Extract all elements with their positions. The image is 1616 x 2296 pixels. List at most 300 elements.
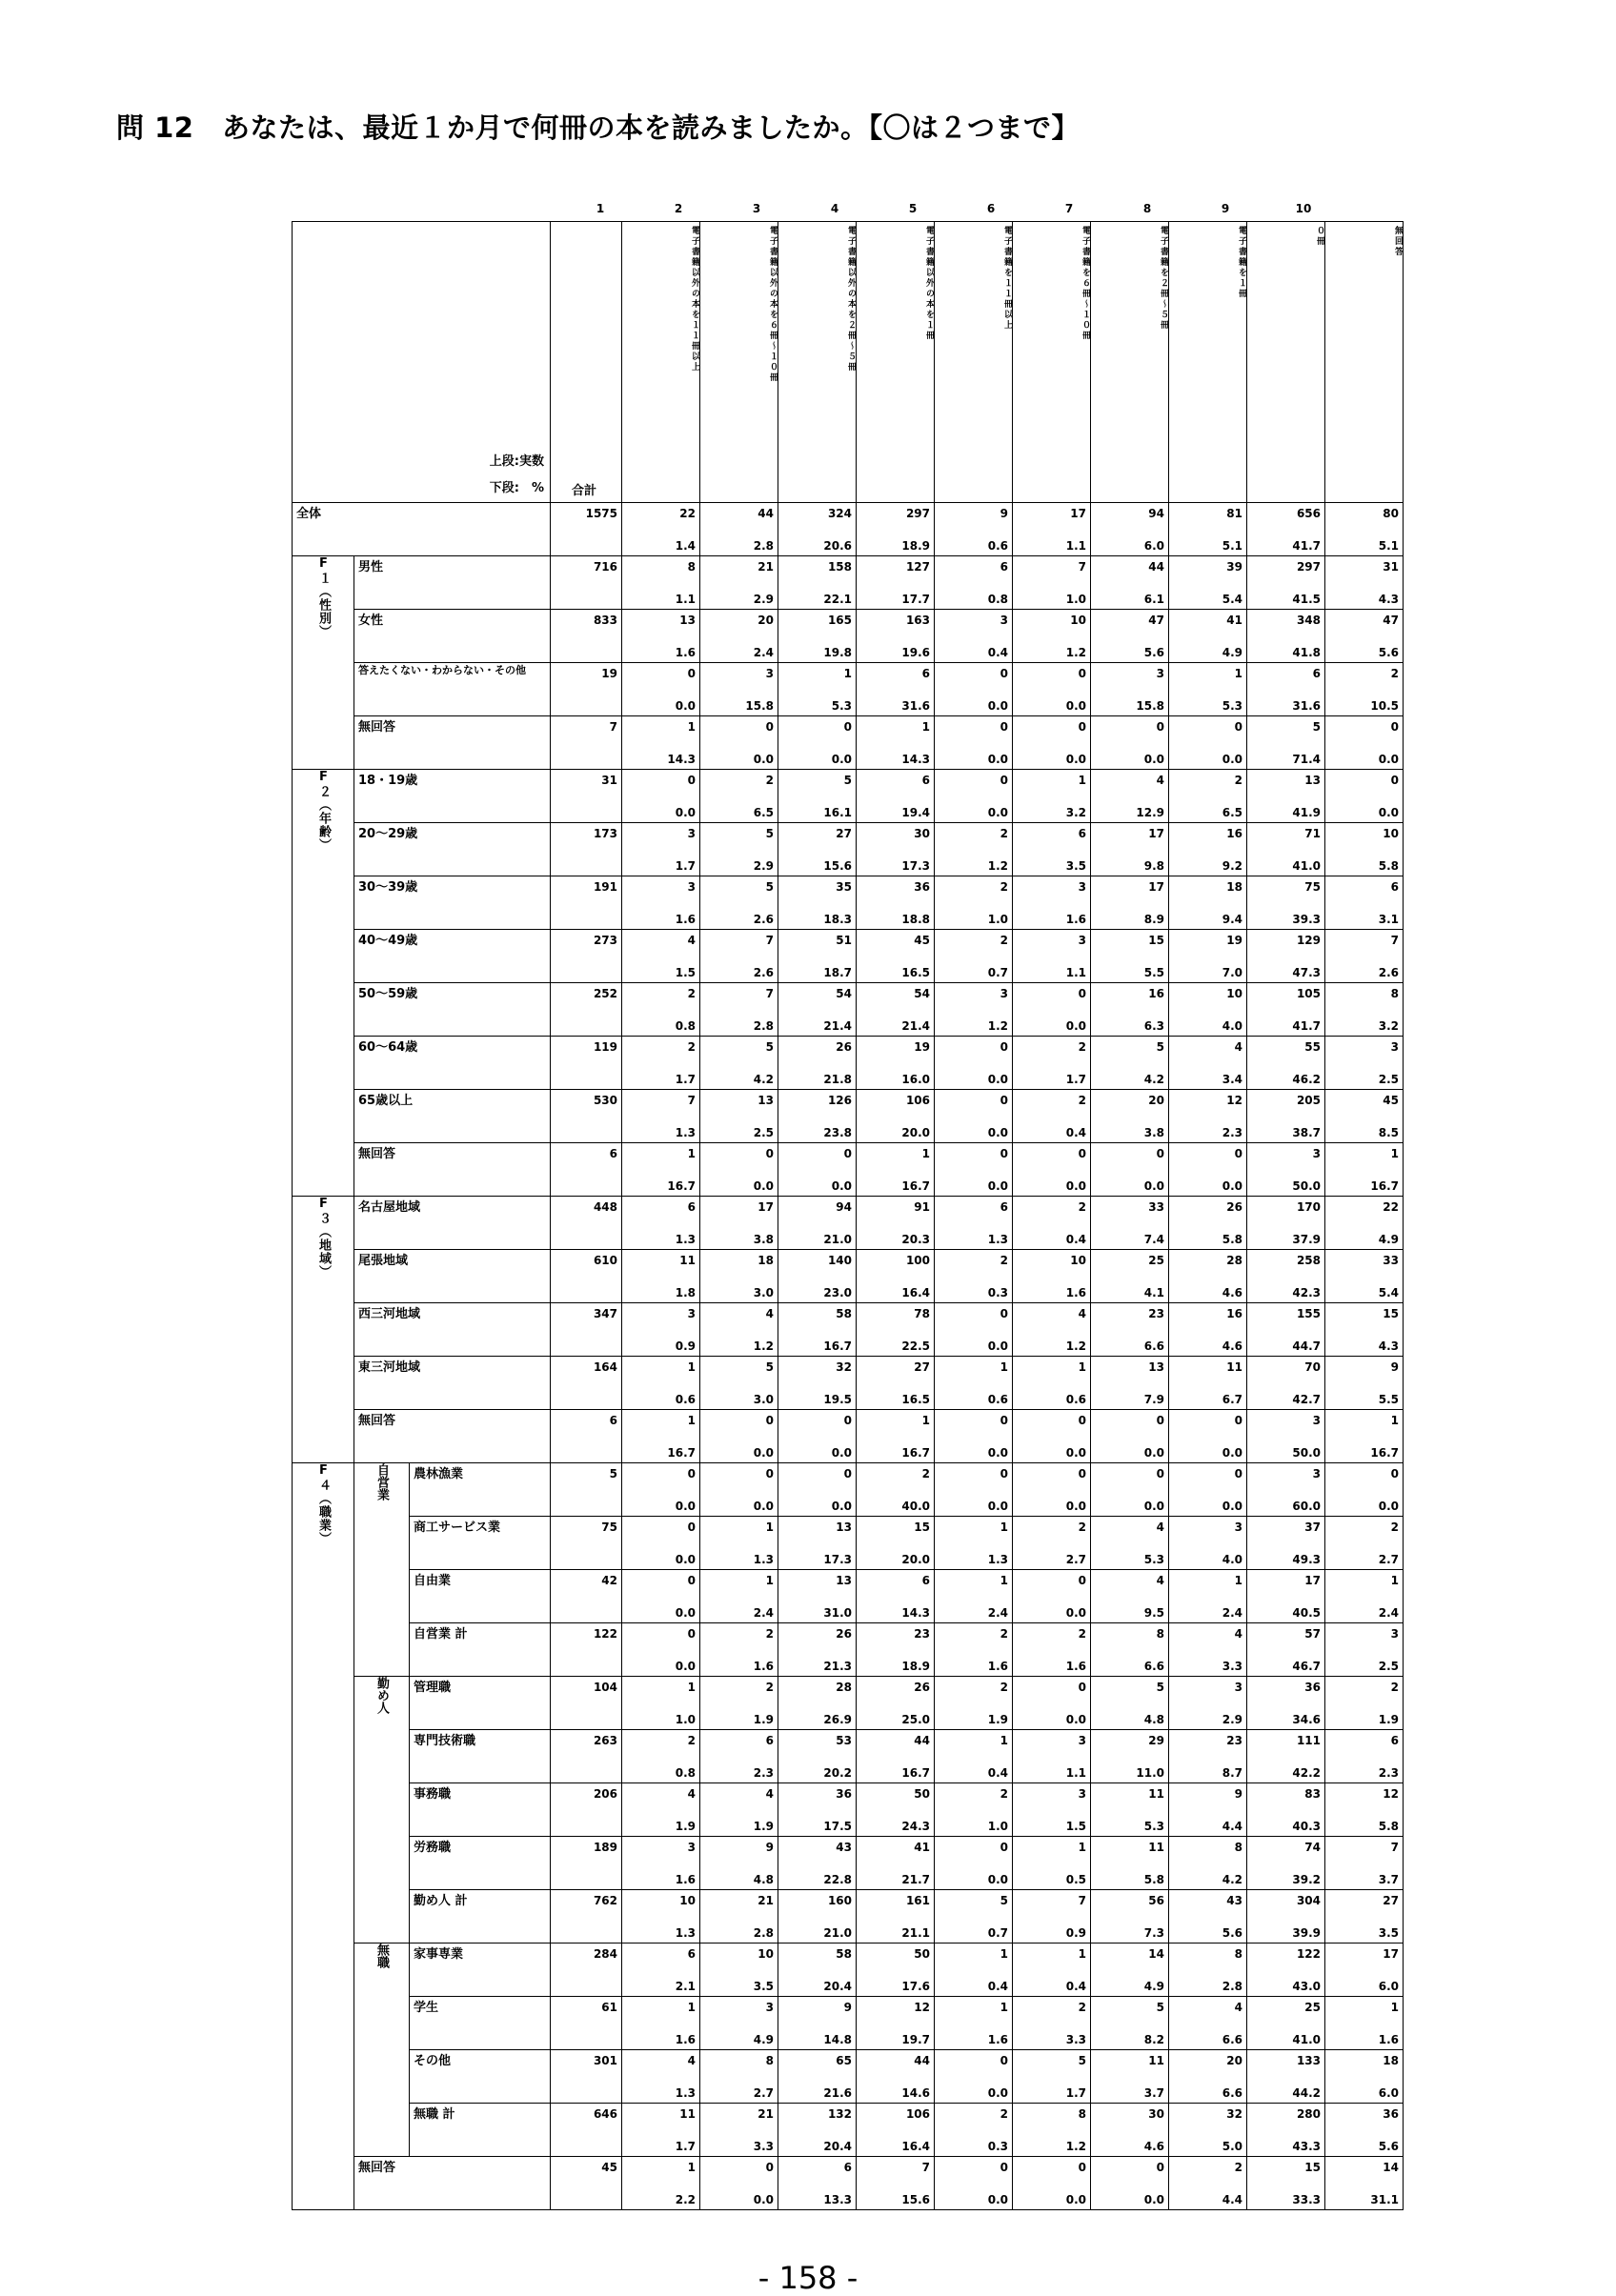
value-cell (1325, 610, 1404, 663)
percent-value: 3.4 (1222, 1073, 1242, 1086)
value-cell (1091, 503, 1169, 556)
value-cell (622, 1303, 700, 1357)
percent-value: 1.0 (1065, 593, 1086, 606)
count-value: 36 (836, 1787, 852, 1801)
value-cell (1169, 2157, 1247, 2210)
value-cell (1091, 1837, 1169, 1890)
table-row (293, 1677, 1404, 1730)
value-cell (700, 1783, 778, 1837)
percent-value: 2.2 (675, 2193, 696, 2206)
value-cell (857, 876, 935, 930)
value-cell (857, 1730, 935, 1783)
percent-value: 22.8 (823, 1873, 852, 1886)
count-value: 133 (1296, 2054, 1321, 2067)
percent-value: 46.7 (1292, 1660, 1321, 1673)
percent-value: 20.2 (823, 1766, 852, 1780)
count-value: 35 (836, 880, 852, 894)
percent-value: 1.9 (987, 1713, 1008, 1726)
percent-value: 5.3 (831, 699, 852, 713)
percent-value: 3.5 (1065, 859, 1086, 873)
percent-value: 16.7 (1370, 1179, 1399, 1193)
total-cell: 762 (551, 1890, 622, 1944)
percent-value: 0.0 (675, 1553, 696, 1566)
column-number: 8 (1142, 202, 1152, 215)
value-cell (857, 1944, 935, 1997)
value-cell (1013, 930, 1091, 983)
count-value: 36 (914, 880, 930, 894)
percent-value: 4.4 (1222, 1820, 1242, 1833)
percent-value: 20.3 (901, 1233, 930, 1246)
value-cell (1247, 1037, 1325, 1090)
percent-value: 33.3 (1292, 2193, 1321, 2206)
percent-value: 2.6 (1378, 966, 1399, 979)
value-cell (1325, 1944, 1404, 1997)
percent-value: 20.4 (823, 2140, 852, 2153)
count-value: 0 (1390, 1467, 1399, 1480)
count-value: 0 (1000, 1147, 1008, 1160)
percent-value: 0.0 (987, 1500, 1008, 1513)
value-cell (778, 1410, 857, 1463)
count-value: 6 (687, 1200, 696, 1214)
count-value: 2 (1390, 1681, 1399, 1694)
value-cell (1091, 1303, 1169, 1357)
count-value: 0 (843, 1414, 852, 1427)
value-cell (857, 1837, 935, 1890)
value-cell (1091, 1143, 1169, 1197)
percent-value: 3.8 (753, 1233, 774, 1246)
percent-value: 47.3 (1292, 966, 1321, 979)
percent-value: 42.7 (1292, 1393, 1321, 1406)
value-cell (778, 716, 857, 770)
percent-value: 19.5 (823, 1393, 852, 1406)
percent-value: 0.0 (987, 1073, 1008, 1086)
value-cell (700, 2157, 778, 2210)
count-value: 2 (1000, 2107, 1008, 2121)
value-cell (1247, 1837, 1325, 1890)
value-cell (778, 503, 857, 556)
count-value: 5 (765, 1360, 774, 1374)
value-cell (700, 1197, 778, 1250)
percent-value: 0.3 (987, 2140, 1008, 2153)
percent-value: 1.0 (987, 913, 1008, 926)
count-value: 2 (1000, 1681, 1008, 1694)
value-cell (1091, 1037, 1169, 1090)
count-value: 0 (1000, 667, 1008, 680)
count-value: 7 (1390, 1841, 1399, 1854)
table-row (293, 1517, 1404, 1570)
percent-value: 1.6 (987, 1660, 1008, 1673)
count-value: 16 (1226, 827, 1242, 840)
value-cell (622, 2157, 700, 2210)
count-value: 111 (1296, 1734, 1321, 1747)
percent-value: 0.0 (987, 1873, 1008, 1886)
value-cell (778, 1037, 857, 1090)
count-value: 3 (1312, 1414, 1321, 1427)
value-cell (700, 610, 778, 663)
count-value: 33 (1148, 1200, 1164, 1214)
percent-value: 1.7 (1065, 1073, 1086, 1086)
value-cell (1325, 663, 1404, 716)
percent-value: 39.2 (1292, 1873, 1321, 1886)
percent-value: 0.5 (1065, 1873, 1086, 1886)
percent-value: 0.0 (1065, 753, 1086, 766)
count-value: 1 (1078, 1841, 1086, 1854)
percent-value: 50.0 (1292, 1446, 1321, 1460)
percent-value: 14.8 (823, 2033, 852, 2046)
count-value: 47 (1148, 614, 1164, 627)
row-label: 労務職 (410, 1837, 551, 1890)
count-value: 0 (843, 1467, 852, 1480)
value-cell (935, 1303, 1013, 1357)
count-value: 7 (765, 987, 774, 1000)
percent-value: 16.4 (901, 2140, 930, 2153)
total-cell: 164 (551, 1357, 622, 1410)
percent-value: 14.3 (901, 753, 930, 766)
percent-value: 31.6 (1292, 699, 1321, 713)
value-cell (778, 1623, 857, 1677)
percent-value: 2.6 (753, 966, 774, 979)
count-value: 6 (1078, 827, 1086, 840)
total-cell: 301 (551, 2050, 622, 2104)
value-cell (622, 1410, 700, 1463)
percent-value: 16.5 (901, 966, 930, 979)
count-value: 37 (1304, 1521, 1321, 1534)
value-cell (622, 770, 700, 823)
percent-value: 5.6 (1143, 646, 1164, 659)
row-label: 無回答 (354, 2157, 551, 2210)
value-cell (778, 876, 857, 930)
percent-value: 5.0 (1222, 2140, 1242, 2153)
count-value: 3 (1078, 934, 1086, 947)
count-value: 41 (914, 1841, 930, 1854)
percent-value: 0.6 (1065, 1393, 1086, 1406)
total-cell: 7 (551, 716, 622, 770)
percent-value: 41.0 (1292, 859, 1321, 873)
value-cell (857, 1997, 935, 2050)
percent-value: 0.0 (1065, 2193, 1086, 2206)
count-value: 170 (1296, 1200, 1321, 1214)
table-row (293, 1570, 1404, 1623)
percent-value: 1.6 (675, 646, 696, 659)
count-value: 13 (1304, 774, 1321, 787)
value-cell (622, 1197, 700, 1250)
percent-value: 16.1 (823, 806, 852, 819)
count-value: 2 (687, 1040, 696, 1054)
count-value: 54 (914, 987, 930, 1000)
count-value: 2 (1390, 1521, 1399, 1534)
percent-value: 0.8 (987, 593, 1008, 606)
percent-value: 21.3 (823, 1660, 852, 1673)
count-value: 0 (1234, 1147, 1242, 1160)
count-value: 17 (758, 1200, 774, 1214)
value-cell (778, 823, 857, 876)
count-value: 2 (765, 774, 774, 787)
percent-value: 0.0 (831, 1446, 852, 1460)
header-row (293, 222, 1404, 503)
percent-value: 19.6 (901, 646, 930, 659)
subgroup-self-employed: 自営業 (354, 1463, 410, 1677)
value-cell (1013, 1090, 1091, 1143)
count-value: 2 (1078, 2001, 1086, 2014)
count-value: 33 (1383, 1254, 1399, 1267)
value-cell (622, 1623, 700, 1677)
value-cell (700, 876, 778, 930)
count-value: 26 (1226, 1200, 1242, 1214)
percent-value: 17.3 (901, 859, 930, 873)
percent-value: 21.4 (823, 1019, 852, 1033)
percent-value: 0.4 (987, 1980, 1008, 1993)
column-number: 9 (1221, 202, 1230, 215)
value-cell (778, 1517, 857, 1570)
column-number: 7 (1064, 202, 1074, 215)
value-cell (778, 1997, 857, 2050)
value-cell (857, 1037, 935, 1090)
total-cell: 61 (551, 1997, 622, 2050)
crosstab-table (292, 221, 1404, 2210)
value-cell (700, 770, 778, 823)
count-value: 7 (921, 2161, 930, 2174)
row-label: 自由業 (410, 1570, 551, 1623)
percent-value: 0.0 (675, 699, 696, 713)
count-value: 5 (1156, 2001, 1164, 2014)
value-cell (935, 930, 1013, 983)
percent-value: 2.4 (1222, 1606, 1242, 1620)
table-row (293, 1303, 1404, 1357)
percent-value: 1.2 (1065, 1339, 1086, 1353)
value-cell (1169, 556, 1247, 610)
count-value: 23 (1226, 1734, 1242, 1747)
table-row (293, 503, 1404, 556)
value-cell (935, 1090, 1013, 1143)
table-row (293, 876, 1404, 930)
value-cell (700, 1570, 778, 1623)
value-cell (1013, 1357, 1091, 1410)
count-value: 6 (687, 1947, 696, 1961)
percent-value: 1.3 (675, 2086, 696, 2100)
percent-value: 2.6 (753, 913, 774, 926)
count-value: 7 (1078, 560, 1086, 574)
count-value: 23 (1148, 1307, 1164, 1320)
count-value: 65 (836, 2054, 852, 2067)
value-cell (778, 1090, 857, 1143)
value-cell (1013, 2050, 1091, 2104)
percent-value: 17.3 (823, 1553, 852, 1566)
percent-value: 18.9 (901, 539, 930, 553)
percent-value: 1.5 (675, 966, 696, 979)
value-cell (1247, 663, 1325, 716)
count-value: 10 (1383, 827, 1399, 840)
value-cell (1091, 1463, 1169, 1517)
value-cell (1325, 1890, 1404, 1944)
percent-value: 1.1 (675, 593, 696, 606)
value-cell (1013, 823, 1091, 876)
count-value: 2 (1000, 1787, 1008, 1801)
count-value: 1 (687, 720, 696, 734)
count-value: 2 (1390, 667, 1399, 680)
value-cell (1013, 876, 1091, 930)
total-cell: 530 (551, 1090, 622, 1143)
count-value: 4 (1234, 1040, 1242, 1054)
value-cell (857, 610, 935, 663)
count-value: 31 (1383, 560, 1399, 574)
value-cell (1091, 770, 1169, 823)
value-cell (1013, 1730, 1091, 1783)
percent-value: 2.5 (1378, 1660, 1399, 1673)
count-value: 0 (765, 1414, 774, 1427)
value-cell (1013, 2104, 1091, 2157)
value-cell (1169, 1890, 1247, 1944)
value-cell (935, 1730, 1013, 1783)
count-value: 5 (843, 774, 852, 787)
percent-value: 50.0 (1292, 1179, 1321, 1193)
value-cell (622, 1677, 700, 1730)
value-cell (935, 1250, 1013, 1303)
total-cell: 122 (551, 1623, 622, 1677)
value-cell (1091, 2104, 1169, 2157)
count-value: 1 (1000, 1947, 1008, 1961)
count-value: 2 (1234, 2161, 1242, 2174)
value-cell (935, 663, 1013, 716)
value-cell (857, 1463, 935, 1517)
count-value: 16 (1148, 987, 1164, 1000)
value-cell (857, 2050, 935, 2104)
value-cell (700, 2050, 778, 2104)
percent-value: 0.6 (675, 1393, 696, 1406)
percent-value: 1.6 (1378, 2033, 1399, 2046)
table-row (293, 1623, 1404, 1677)
count-value: 0 (687, 774, 696, 787)
count-value: 2 (1000, 934, 1008, 947)
value-cell (1013, 1677, 1091, 1730)
percent-value: 4.0 (1222, 1019, 1242, 1033)
value-cell (700, 1410, 778, 1463)
percent-value: 2.8 (753, 539, 774, 553)
count-value: 4 (1234, 2001, 1242, 2014)
value-cell (700, 716, 778, 770)
table-row (293, 1463, 1404, 1517)
percent-value: 4.9 (1378, 1233, 1399, 1246)
percent-value: 1.3 (987, 1553, 1008, 1566)
count-value: 50 (914, 1787, 930, 1801)
value-cell (700, 823, 778, 876)
count-value: 20 (758, 614, 774, 627)
percent-value: 2.4 (987, 1606, 1008, 1620)
percent-value: 23.0 (823, 1286, 852, 1299)
value-cell (1325, 1303, 1404, 1357)
value-cell (935, 876, 1013, 930)
percent-value: 7.9 (1143, 1393, 1164, 1406)
column-header: 電子書籍を２冊〜５冊 (1091, 222, 1169, 503)
row-label: 無職 計 (410, 2104, 551, 2157)
percent-value: 26.9 (823, 1713, 852, 1726)
value-cell (1325, 823, 1404, 876)
count-value: 3 (1156, 667, 1164, 680)
column-number: 5 (908, 202, 918, 215)
count-value: 1 (1000, 1574, 1008, 1587)
count-value: 3 (687, 1307, 696, 1320)
percent-value: 2.8 (753, 1926, 774, 1940)
column-header: 電子書籍以外の本を１冊 (857, 222, 935, 503)
value-cell (1325, 1090, 1404, 1143)
percent-value: 1.3 (753, 1553, 774, 1566)
percent-value: 16.0 (901, 1073, 930, 1086)
value-cell (778, 1250, 857, 1303)
count-value: 3 (1312, 1147, 1321, 1160)
percent-value: 2.4 (753, 646, 774, 659)
count-value: 44 (758, 507, 774, 520)
percent-value: 12.9 (1136, 806, 1164, 819)
value-cell (1247, 716, 1325, 770)
percent-value: 6.6 (1143, 1660, 1164, 1673)
total-cell: 191 (551, 876, 622, 930)
count-value: 3 (1078, 880, 1086, 894)
percent-value: 2.4 (1378, 1606, 1399, 1620)
count-value: 21 (758, 2107, 774, 2121)
value-cell (1169, 1463, 1247, 1517)
value-cell (622, 930, 700, 983)
count-value: 14 (1383, 2161, 1399, 2174)
total-cell: 42 (551, 1570, 622, 1623)
percent-value: 2.5 (753, 1126, 774, 1139)
table-row (293, 823, 1404, 876)
total-cell: 19 (551, 663, 622, 716)
percent-value: 21.1 (901, 1926, 930, 1940)
value-cell (857, 1517, 935, 1570)
count-value: 1 (765, 1521, 774, 1534)
header-corner (293, 222, 551, 503)
value-cell (857, 1197, 935, 1250)
percent-value: 43.0 (1292, 1980, 1321, 1993)
percent-value: 0.0 (987, 2086, 1008, 2100)
value-cell (857, 503, 935, 556)
value-cell (1091, 2157, 1169, 2210)
percent-value: 2.5 (1378, 1073, 1399, 1086)
row-label: 30〜39歳 (354, 876, 551, 930)
table-row (293, 2050, 1404, 2104)
count-value: 4 (765, 1307, 774, 1320)
count-value: 656 (1296, 507, 1321, 520)
value-cell (700, 1090, 778, 1143)
value-cell (1247, 2104, 1325, 2157)
row-label: 65歳以上 (354, 1090, 551, 1143)
percent-value: 6.1 (1143, 593, 1164, 606)
value-cell (622, 1730, 700, 1783)
percent-value: 16.7 (667, 1179, 696, 1193)
count-value: 1 (1000, 1521, 1008, 1534)
value-cell (935, 716, 1013, 770)
count-value: 57 (1304, 1627, 1321, 1641)
percent-value: 0.4 (1065, 1980, 1086, 1993)
column-number: 1 (596, 202, 605, 215)
value-cell (700, 1303, 778, 1357)
count-value: 36 (1304, 1681, 1321, 1694)
value-cell (1091, 556, 1169, 610)
percent-value: 0.0 (1222, 1179, 1242, 1193)
percent-value: 0.0 (1065, 699, 1086, 713)
group-age: F２（年齢） (293, 770, 354, 1197)
value-cell (857, 1357, 935, 1410)
percent-value: 5.3 (1222, 699, 1242, 713)
value-cell (622, 503, 700, 556)
percent-value: 1.7 (675, 1073, 696, 1086)
count-value: 1 (687, 1360, 696, 1374)
count-value: 0 (1156, 1414, 1164, 1427)
value-cell (1169, 716, 1247, 770)
count-value: 94 (836, 1200, 852, 1214)
value-cell (935, 1037, 1013, 1090)
count-value: 0 (687, 1521, 696, 1534)
value-cell (1091, 823, 1169, 876)
